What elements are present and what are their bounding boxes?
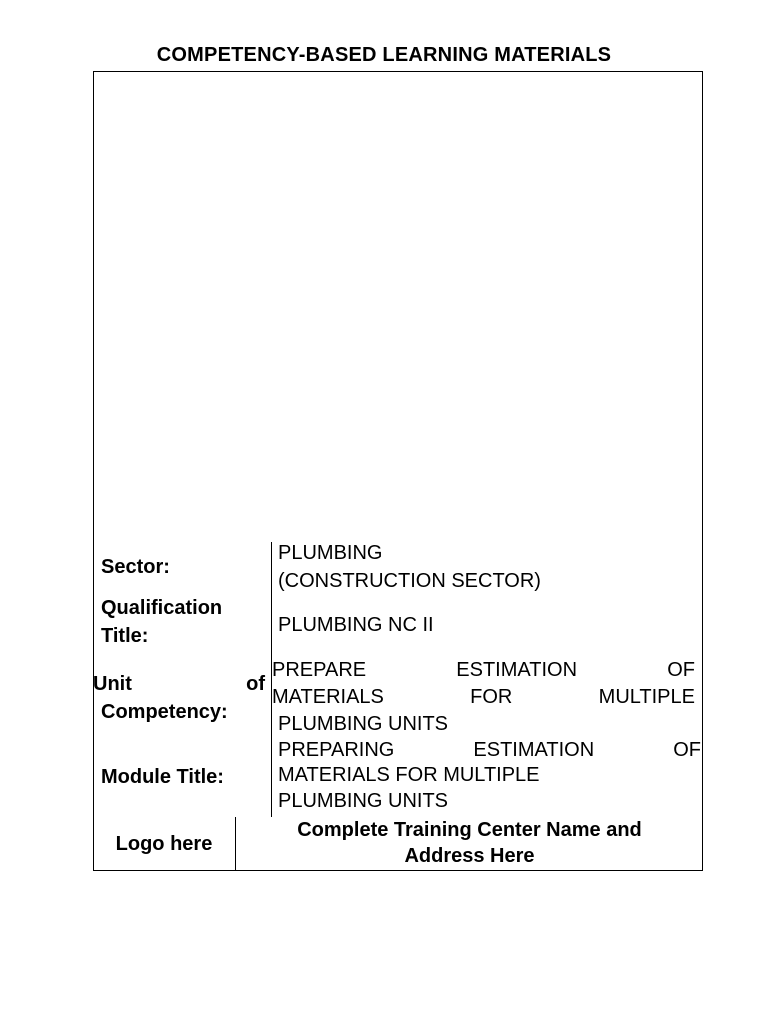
unit-value-word: OF (667, 659, 695, 681)
module-value-line2: MATERIALS FOR MULTIPLE (278, 764, 540, 786)
module-value-line3: PLUMBING UNITS (278, 790, 449, 812)
unit-label-word2: of (246, 673, 265, 695)
logo-placeholder: Logo here (115, 832, 213, 855)
training-center-address: Address Here (404, 845, 535, 867)
unit-value-line1 (272, 657, 695, 684)
qualification-label-line2: Title: (101, 625, 149, 647)
training-center-info (236, 817, 703, 871)
training-center-name: Complete Training Center Name and (297, 819, 642, 841)
module-value-word: OF (673, 739, 701, 761)
unit-value-word: PREPARE (272, 659, 367, 681)
unit-label-word1: Unit (93, 673, 132, 695)
unit-value-word: MATERIALS (272, 686, 384, 708)
unit-label-line1 (93, 671, 265, 698)
unit-value-word: ESTIMATION (456, 659, 578, 681)
unit-label-line2: Competency: (101, 701, 228, 723)
module-value-line1 (278, 737, 701, 764)
document-title: COMPETENCY-BASED LEARNING MATERIALS (156, 44, 612, 66)
module-value-word: PREPARING (278, 739, 395, 761)
module-value-word: ESTIMATION (473, 739, 595, 761)
unit-value-word: FOR (470, 686, 513, 708)
qualification-value: PLUMBING NC II (278, 614, 434, 636)
unit-value-word: MULTIPLE (598, 686, 695, 708)
unit-value-line3: PLUMBING UNITS (278, 713, 449, 735)
sector-value-line1: PLUMBING (278, 542, 383, 564)
sector-value-line2: (CONSTRUCTION SECTOR) (278, 570, 541, 592)
unit-value-line2 (272, 684, 695, 711)
module-label: Module Title: (101, 766, 224, 788)
qualification-label-line1: Qualification (101, 597, 223, 619)
sector-label: Sector: (101, 556, 170, 578)
